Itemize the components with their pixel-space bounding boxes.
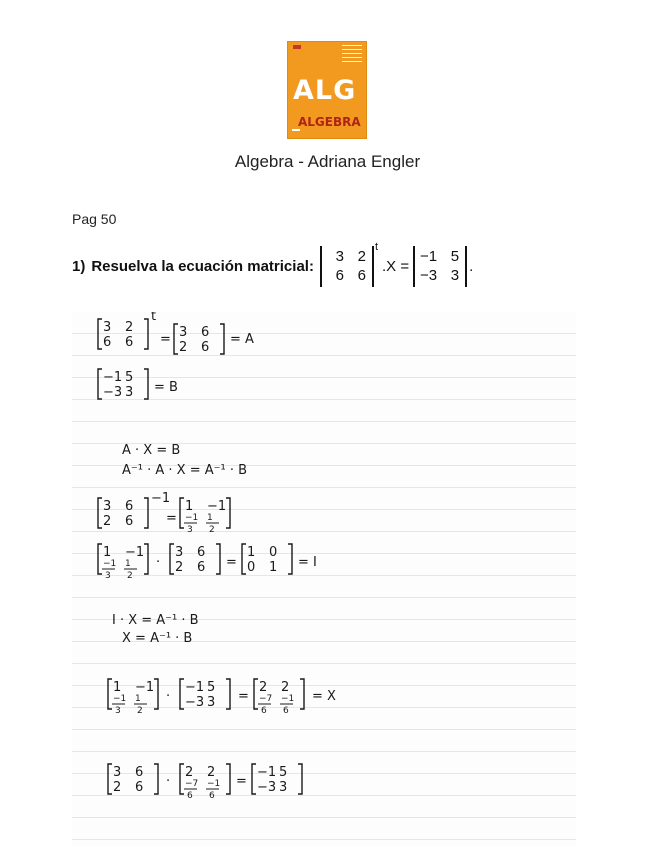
matrix-a-check-cell: 2 [175, 560, 184, 575]
equals-sign: = [236, 774, 247, 789]
svg-text:−1: −1 [185, 513, 199, 523]
matrix-inverse-check-left-bracket [98, 544, 102, 574]
dot-operator: · [166, 689, 171, 704]
matrix-lhs [320, 246, 374, 287]
matrix-b-verify-cell: −1 [257, 765, 277, 780]
matrix-a-inverse-cell [206, 513, 219, 535]
matrix-b-verify-right-bracket [298, 764, 302, 794]
matrix-identity-left-bracket [242, 544, 246, 574]
matrix-a-check-cell: 6 [197, 560, 206, 575]
label-b: = B [154, 380, 178, 395]
matrix-original-cell: 6 [125, 335, 134, 350]
matrix-inverse-mult-cell [112, 694, 126, 716]
matrix-identity-cell: 0 [247, 560, 256, 575]
exercise-statement [72, 243, 473, 289]
matrix-inverse-check-right-bracket [144, 544, 148, 574]
svg-text:1: 1 [125, 559, 131, 569]
svg-text:3: 3 [105, 571, 111, 581]
matrix-a-cell: 6 [201, 325, 210, 340]
svg-text:6: 6 [209, 791, 215, 801]
label-i: = I [298, 555, 317, 570]
svg-text:−7: −7 [185, 779, 199, 789]
matrix-x-cell: 2 [281, 680, 290, 695]
matrix-a-verify-cell: 2 [113, 780, 122, 795]
notebook-photo [72, 312, 576, 846]
page-label: Pag 50 [72, 211, 117, 227]
matrix-x-verify-cell [206, 779, 220, 801]
equals-sign: = [166, 511, 177, 526]
matrix-a-cell: 6 [201, 340, 210, 355]
matrix-x-cell: 2 [259, 680, 268, 695]
matrix-b-left-bracket [98, 369, 102, 399]
matrix-a-inverse-op-cell: 6 [125, 514, 134, 529]
dot-operator: · [156, 555, 161, 570]
handwritten-solution [72, 312, 576, 846]
matrix-x-verify-cell [184, 779, 198, 801]
matrix-a-right-bracket [220, 324, 224, 354]
cover-badge: ALG [293, 75, 357, 106]
exercise-number: 1) [72, 257, 86, 275]
matrix-a-check-right-bracket [216, 544, 220, 574]
matrix-x-left-bracket [254, 679, 258, 709]
svg-text:6: 6 [261, 706, 267, 716]
matrix-inverse-check-cell [102, 559, 116, 581]
matrix-inverse-check-cell: 1 [103, 545, 112, 560]
cover-author-lines [342, 45, 362, 65]
matrix-inverse-check-cell: −1 [125, 545, 145, 560]
matrix-a-cell: 3 [179, 325, 188, 340]
matrix-a-inverse-left-bracket [180, 498, 184, 528]
matrix-x-cell [258, 694, 272, 716]
matrix-a-inverse-op-cell: 6 [125, 499, 134, 514]
matrix-a-verify-cell: 6 [135, 765, 144, 780]
matrix-cell: −1 [420, 247, 438, 265]
matrix-original-right-bracket [144, 319, 148, 349]
svg-text:2: 2 [209, 525, 215, 535]
matrix-a-check-cell: 6 [197, 545, 206, 560]
matrix-inverse-mult-cell: 1 [113, 680, 122, 695]
svg-text:2: 2 [127, 571, 133, 581]
svg-text:2: 2 [137, 706, 143, 716]
equals-sign: = [226, 555, 237, 570]
matrix-original-left-bracket [98, 319, 102, 349]
matrix-original-cell: 2 [125, 320, 134, 335]
exercise-prompt: Resuelva la ecuación matricial: [91, 257, 314, 275]
matrix-a-inverse-op-left-bracket [98, 498, 102, 528]
variable-x: .X = [382, 257, 410, 275]
dot-operator: · [166, 774, 171, 789]
matrix-a-left-bracket [174, 324, 178, 354]
matrix-a-inverse-op-right-bracket [144, 498, 148, 528]
equation-x: X = A⁻¹ · B [122, 631, 193, 646]
svg-text:1: 1 [207, 513, 213, 523]
svg-text:−1: −1 [113, 694, 127, 704]
equation-inverse: A⁻¹ · A · X = A⁻¹ · B [122, 463, 247, 478]
label-x: = X [312, 689, 336, 704]
svg-text:1: 1 [135, 694, 141, 704]
inverse-exponent: −1 [151, 491, 171, 506]
matrix-inverse-mult-left-bracket [108, 679, 112, 709]
matrix-rhs [413, 246, 467, 287]
matrix-cell: 6 [335, 266, 344, 284]
matrix-a-verify-cell: 6 [135, 780, 144, 795]
cover-strip [293, 45, 301, 49]
matrix-b-mult-right-bracket [226, 679, 230, 709]
matrix-x-verify-cell: 2 [207, 765, 216, 780]
matrix-identity-cell: 1 [247, 545, 256, 560]
matrix-a-check-cell: 3 [175, 545, 184, 560]
matrix-b-cell: 3 [125, 385, 134, 400]
matrix-b-mult-cell: −1 [185, 680, 205, 695]
matrix-a-cell: 2 [179, 340, 188, 355]
matrix-b-mult-left-bracket [180, 679, 184, 709]
matrix-cell: 3 [450, 266, 460, 284]
matrix-cell: 3 [335, 247, 344, 265]
matrix-a-inverse-cell: −1 [207, 499, 227, 514]
matrix-identity-cell: 1 [269, 560, 278, 575]
cover-footer-mark [292, 129, 300, 131]
matrix-b-mult-cell: 5 [207, 680, 216, 695]
matrix-a-inverse-op-cell: 3 [103, 499, 112, 514]
equation-ax-b: A · X = B [122, 443, 181, 458]
matrix-x-cell [280, 694, 294, 716]
matrix-x-verify-cell: 2 [185, 765, 194, 780]
matrix-a-inverse-right-bracket [226, 498, 230, 528]
matrix-b-verify-left-bracket [252, 764, 256, 794]
matrix-a-check-left-bracket [170, 544, 174, 574]
svg-text:−1: −1 [281, 694, 295, 704]
book-cover [287, 41, 367, 139]
matrix-b-right-bracket [144, 369, 148, 399]
matrix-b-cell: 5 [125, 370, 134, 385]
matrix-b-cell: −3 [103, 385, 123, 400]
matrix-a-verify-cell: 3 [113, 765, 122, 780]
matrix-identity-right-bracket [288, 544, 292, 574]
label-a: = A [230, 332, 254, 347]
matrix-x-verify-right-bracket [226, 764, 230, 794]
matrix-inverse-mult-cell: −1 [135, 680, 155, 695]
svg-text:3: 3 [115, 706, 121, 716]
matrix-b-verify-cell: 5 [279, 765, 288, 780]
equals-sign: = [238, 689, 249, 704]
matrix-b-verify-cell: −3 [257, 780, 277, 795]
svg-text:−7: −7 [259, 694, 273, 704]
matrix-a-inverse-cell: 1 [185, 499, 194, 514]
matrix-inverse-mult-cell [134, 694, 147, 716]
period: . [469, 257, 474, 275]
matrix-cell: 6 [357, 266, 366, 284]
matrix-original-cell: 3 [103, 320, 112, 335]
equation-ix: I · X = A⁻¹ · B [112, 613, 199, 628]
matrix-b-verify-cell: 3 [279, 780, 288, 795]
transpose-exponent: t [151, 312, 157, 324]
matrix-b-mult-cell: −3 [185, 695, 205, 710]
transpose-exponent: t [374, 241, 379, 253]
matrix-b-mult-cell: 3 [207, 695, 216, 710]
matrix-a-verify-left-bracket [108, 764, 112, 794]
svg-text:6: 6 [283, 706, 289, 716]
matrix-a-inverse-cell [184, 513, 198, 535]
book-title: Algebra - Adriana Engler [234, 152, 421, 171]
equals-sign: = [160, 332, 171, 347]
matrix-x-right-bracket [300, 679, 304, 709]
cover-label: ALGEBRA [298, 115, 361, 129]
matrix-cell: −3 [420, 266, 438, 284]
matrix-x-verify-left-bracket [180, 764, 184, 794]
matrix-identity-cell: 0 [269, 545, 278, 560]
matrix-b-cell: −1 [103, 370, 123, 385]
svg-text:−1: −1 [103, 559, 117, 569]
matrix-original-cell: 6 [103, 335, 112, 350]
matrix-cell: 2 [357, 247, 366, 265]
svg-text:3: 3 [187, 525, 193, 535]
svg-text:6: 6 [187, 791, 193, 801]
matrix-inverse-check-cell [124, 559, 137, 581]
matrix-a-verify-right-bracket [154, 764, 158, 794]
matrix-inverse-mult-right-bracket [154, 679, 158, 709]
svg-text:−1: −1 [207, 779, 221, 789]
matrix-a-inverse-op-cell: 2 [103, 514, 112, 529]
matrix-cell: 5 [450, 247, 460, 265]
